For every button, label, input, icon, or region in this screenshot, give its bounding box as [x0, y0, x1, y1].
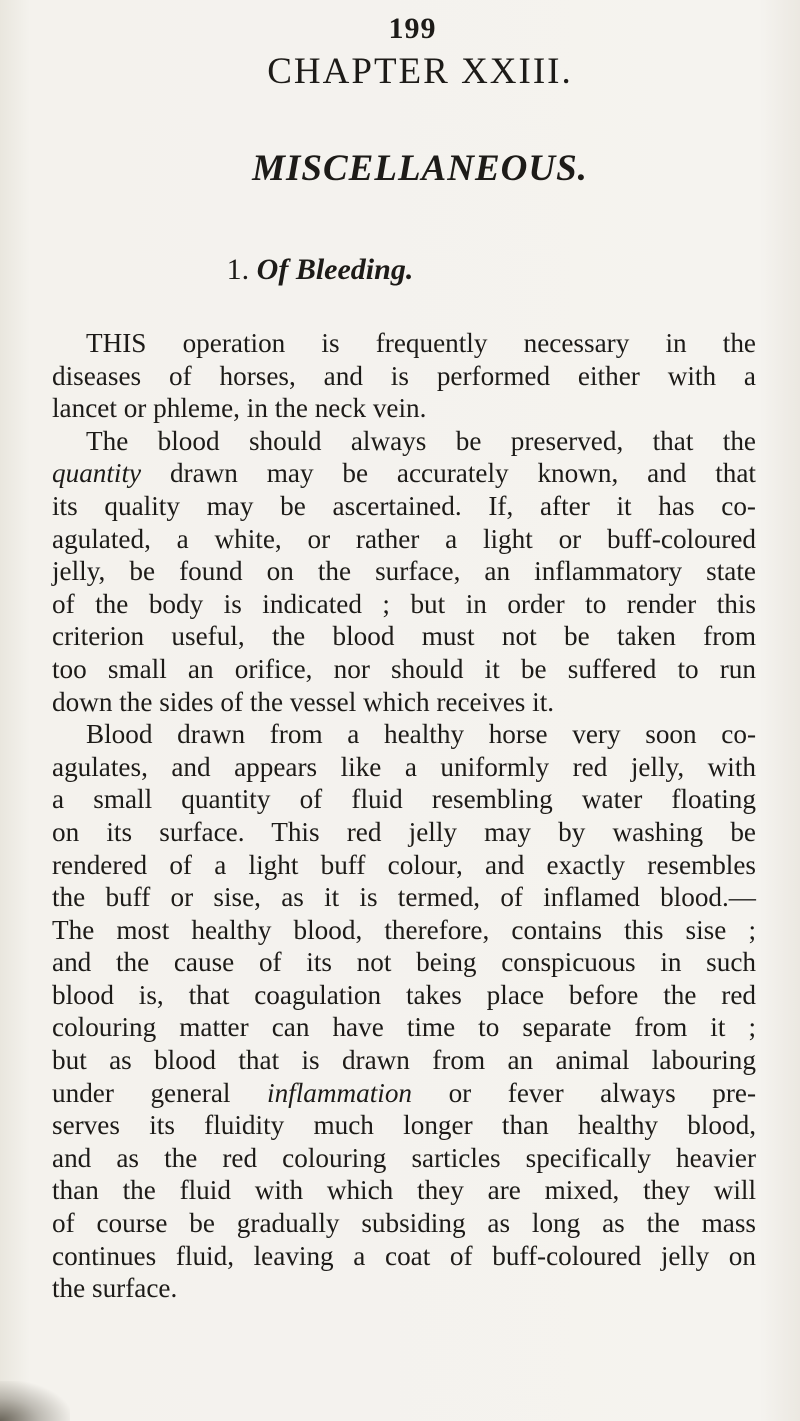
text-line: and as the red colouring sarticles specifically heavier: [52, 1142, 756, 1173]
text-line: of the body is indicated ; but in order to render this: [52, 588, 756, 619]
text-line: jelly, be found on the surface, an inflammatory state: [52, 556, 756, 587]
subheading-number: 1.: [226, 253, 250, 286]
text-line: continues fluid, leaving a coat of buff-coloured jelly on: [52, 1240, 756, 1271]
text-line: under general inflammation or fever always pre-: [52, 1077, 756, 1108]
text-line: THIS operation is frequently necessary in the: [86, 328, 756, 358]
text-line: its quality may be ascertained. If, after it has co-: [52, 490, 756, 521]
section-title: MISCELLANEOUS.: [252, 148, 588, 189]
subheading: [0, 253, 800, 287]
subheading-title: Of Bleeding.: [256, 253, 414, 286]
text-line: but as blood that is drawn from an animal labouring: [52, 1045, 756, 1076]
text-line: serves its fluidity much longer than healthy blood,: [52, 1110, 756, 1141]
text-line: the buff or sise, as it is termed, of inflamed blood.—: [52, 882, 756, 913]
text-line: criterion useful, the blood must not be taken from: [52, 621, 756, 652]
text-line: quantity drawn may be accurately known, and that: [52, 458, 756, 489]
text-line: too small an orifice, nor should it be suffered to run: [52, 653, 756, 684]
emphasized-word: quantity: [52, 458, 142, 489]
text-line: rendered of a light buff colour, and exactly resembles: [52, 849, 756, 880]
text-line: on its surface. This red jelly may by washing be: [52, 816, 756, 847]
paragraph-2: [52, 718, 756, 1305]
text-line: than the fluid with which they are mixed, they will: [52, 1175, 756, 1206]
text-line: of course be gradually subsiding as long as the mass: [52, 1208, 756, 1239]
text-line: the surface.: [52, 1273, 178, 1304]
text-line: agulates, and appears like a uniformly red jelly, with: [52, 751, 756, 782]
emphasized-word: inflammation: [267, 1077, 413, 1108]
paragraph-1: [52, 327, 756, 718]
page-number: 199: [388, 12, 437, 45]
text-line: agulated, a white, or rather a light or buff-coloured: [52, 523, 756, 554]
text-line: blood is, that coagulation takes place before the red: [52, 979, 756, 1010]
text-line: colouring matter can have time to separate from it ;: [52, 1012, 756, 1043]
text-line: lancet or phleme, in the neck vein.: [52, 393, 427, 424]
text-line: a small quantity of fluid resembling water floating: [52, 784, 756, 815]
text-line: and the cause of its not being conspicuous in such: [52, 947, 756, 978]
chapter-heading: CHAPTER XXIII.: [267, 51, 573, 92]
text-line: The most healthy blood, therefore, contains this sise ;: [52, 914, 756, 945]
text-line: diseases of horses, and is performed either with a: [52, 360, 756, 391]
body-text: [52, 327, 756, 1305]
text-line: down the sides of the vessel which receives it.: [52, 686, 555, 717]
page-corner-shadow: [0, 1381, 70, 1421]
text-line: Blood drawn from a healthy horse very soon co-: [86, 719, 756, 750]
text-line: The blood should always be preserved, that the: [86, 425, 756, 456]
